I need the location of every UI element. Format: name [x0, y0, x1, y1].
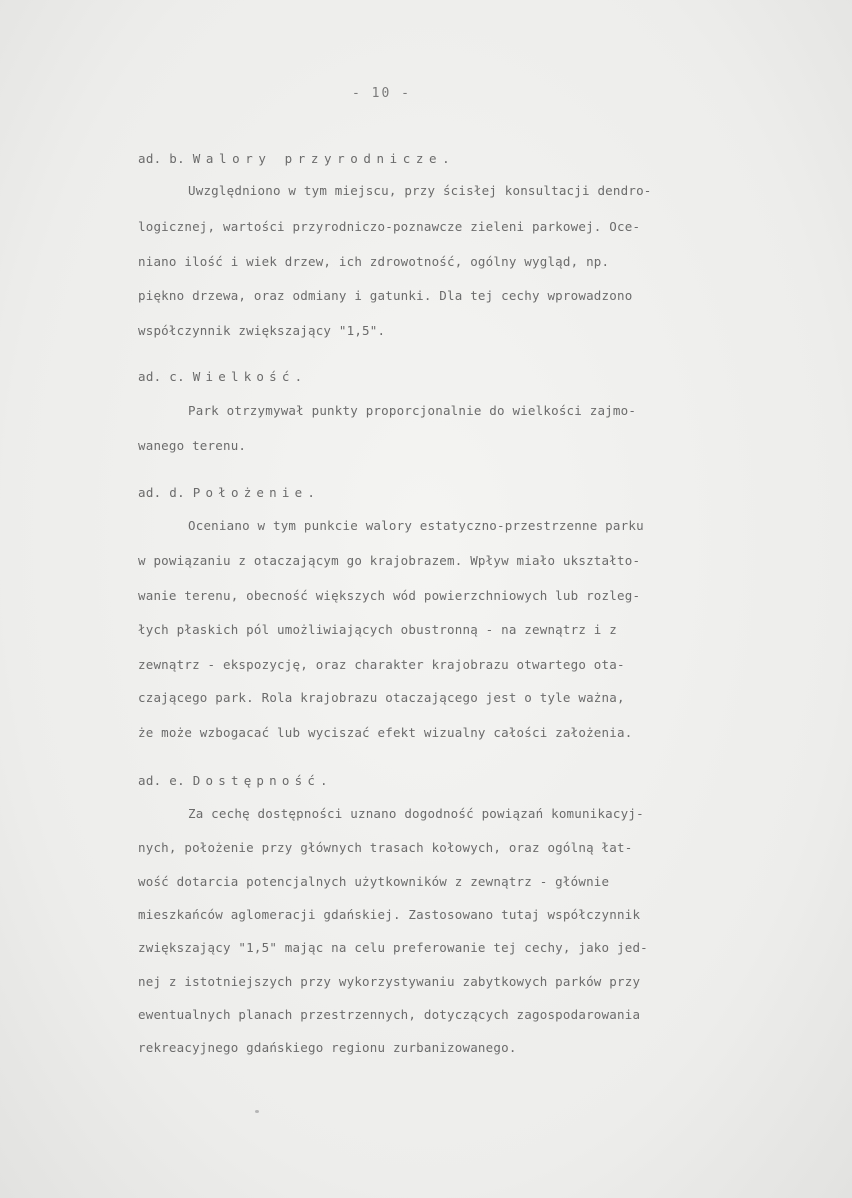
- text-line: nych, położenie przy głównych trasach kołowych, oraz ogólną łat-: [138, 840, 633, 855]
- text-line: piękno drzewa, oraz odmiany i gatunki. Dla tej cechy wprowadzono: [138, 288, 633, 303]
- text-line: mieszkańców aglomeracji gdańskiej. Zastosowano tutaj współczynnik: [138, 907, 641, 922]
- section-title: Położenie.: [192, 485, 321, 500]
- text-line: ewentualnych planach przestrzennych, dotyczących zagospodarowania: [138, 1007, 641, 1022]
- text-line: Oceniano w tym punkcie walory estatyczno-przestrzenne parku: [188, 518, 644, 533]
- section-title: Dostępność.: [192, 773, 333, 788]
- section-heading-d: [138, 485, 320, 500]
- text-line: niano ilość i wiek drzew, ich zdrowotność, ogólny wygląd, np.: [138, 254, 610, 269]
- section-prefix: ad. b.: [138, 151, 185, 166]
- text-line: rekreacyjnego gdańskiego regionu zurbanizowanego.: [138, 1040, 517, 1055]
- section-title: Walory przyrodnicze.: [192, 151, 456, 166]
- section-prefix: ad. d.: [138, 485, 185, 500]
- text-line: zewnątrz - ekspozycję, oraz charakter krajobrazu otwartego ota-: [138, 657, 625, 672]
- page-number: - 10 -: [352, 86, 411, 101]
- section-heading-c: [138, 369, 307, 384]
- text-line: Park otrzymywał punkty proporcjonalnie do wielkości zajmo-: [188, 403, 637, 418]
- text-line: wanie terenu, obecność większych wód powierzchniowych lub rozleg-: [138, 588, 641, 603]
- text-line: czającego park. Rola krajobrazu otaczającego jest o tyle ważna,: [138, 690, 625, 705]
- section-heading-e: [138, 773, 333, 788]
- text-line: współczynnik zwiększający "1,5".: [138, 323, 386, 338]
- text-line: Uwzględniono w tym miejscu, przy ścisłej konsultacji dendro-: [188, 183, 652, 198]
- text-line: w powiązaniu z otaczającym go krajobrazem. Wpływ miało ukształto-: [138, 553, 641, 568]
- text-line: zwiększający "1,5" mając na celu preferowanie tej cechy, jako jed-: [138, 940, 648, 955]
- paper-speck: [255, 1110, 259, 1113]
- section-prefix: ad. c.: [138, 369, 185, 384]
- text-line: że może wzbogacać lub wyciszać efekt wizualny całości założenia.: [138, 725, 633, 740]
- text-line: nej z istotniejszych przy wykorzystywaniu zabytkowych parków przy: [138, 974, 641, 989]
- text-line: wanego terenu.: [138, 438, 247, 453]
- text-line: wość dotarcia potencjalnych użytkowników z zewnątrz - głównie: [138, 874, 610, 889]
- text-line: Za cechę dostępności uznano dogodność powiązań komunikacyj-: [188, 806, 644, 821]
- text-line: logicznej, wartości przyrodniczo-poznawcze zieleni parkowej. Oce-: [138, 219, 641, 234]
- text-line: łych płaskich pól umożliwiających obustronną - na zewnątrz i z: [138, 622, 617, 637]
- section-prefix: ad. e.: [138, 773, 185, 788]
- section-title: Wielkość.: [192, 369, 308, 384]
- section-heading-b: [138, 151, 455, 166]
